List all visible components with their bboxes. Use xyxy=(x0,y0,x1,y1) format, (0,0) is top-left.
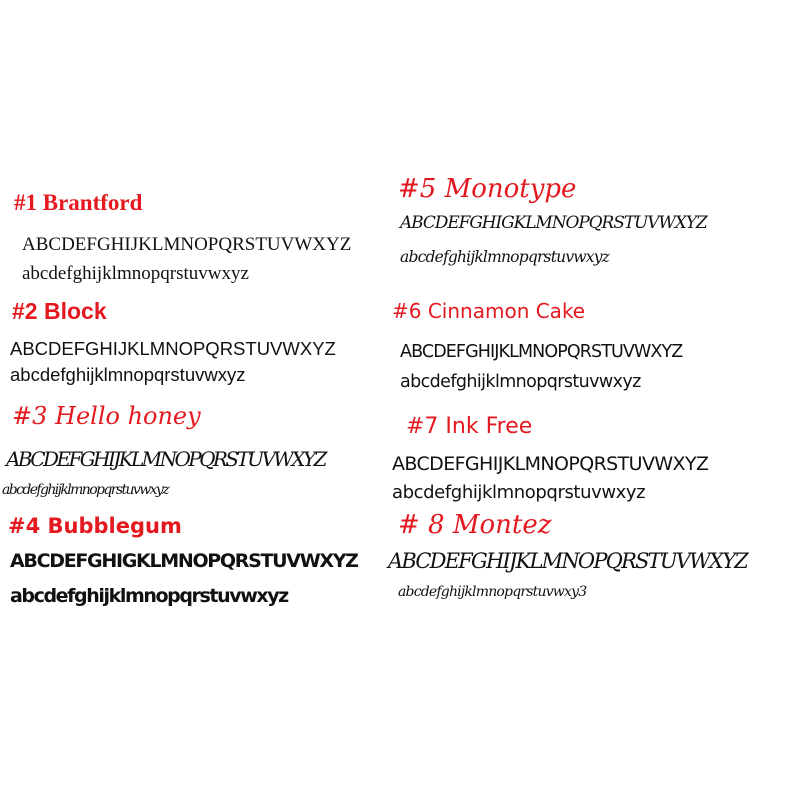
font-sample-lower-monotype: abcdefghijklmnopqrstuvwxyz xyxy=(400,248,610,266)
font-sample-upper-brantford: ABCDEFGHIJKLMNOPQRSTUVWXYZ xyxy=(22,234,352,255)
font-title-brantford: #1 Brantford xyxy=(14,190,143,215)
font-sample-upper-bubblegum: ABCDEFGHIGKLMNOPQRSTUVWXYZ xyxy=(10,550,358,572)
font-sample-upper-hello-honey: ABCDEFGHIJKLMNOPQRSTUVWXYZ xyxy=(6,447,325,471)
font-sample-lower-brantford: abcdefghijklmnopqrstuvwxyz xyxy=(22,263,249,284)
font-sample-lower-montez: abcdefghijklmnopqrstuvwxy3 xyxy=(398,584,587,600)
font-sample-upper-monotype: ABCDEFGHIGKLMNOPQRSTUVWXYZ xyxy=(400,213,707,233)
font-sample-upper-cinnamon-cake: ABCDEFGHIJKLMNOPQRSTUVWXYZ xyxy=(400,342,683,362)
font-title-montez: # 8 Montez xyxy=(398,510,552,540)
font-sample-upper-montez: ABCDEFGHIJKLMNOPQRSTUVWXYZ xyxy=(388,549,747,573)
font-sample-upper-ink-free: ABCDEFGHIJKLMNOPQRSTUVWXYZ xyxy=(392,453,709,475)
font-sample-lower-ink-free: abcdefghijklmnopqrstuvwxyz xyxy=(392,482,646,503)
font-title-block: #2 Block xyxy=(12,298,107,324)
font-title-hello-honey: #3 Hello honey xyxy=(12,402,201,430)
font-sample-upper-block: ABCDEFGHIJKLMNOPQRSTUVWXYZ xyxy=(10,338,336,359)
font-sample-lower-bubblegum: abcdefghijklmnopqrstuvwxyz xyxy=(10,585,288,607)
font-sample-lower-cinnamon-cake: abcdefghijklmnopqrstuvwxyz xyxy=(400,372,641,392)
font-title-bubblegum: #4 Bubblegum xyxy=(8,514,182,538)
font-sample-lower-block: abcdefghijklmnopqrstuvwxyz xyxy=(10,364,246,385)
font-title-ink-free: #7 Ink Free xyxy=(406,414,533,439)
font-title-monotype: #5 Monotype xyxy=(398,174,577,204)
font-title-cinnamon-cake: #6 Cinnamon Cake xyxy=(392,299,586,323)
font-sample-lower-hello-honey: abcdefghijklmnopqrstuvwxyz xyxy=(2,482,168,498)
